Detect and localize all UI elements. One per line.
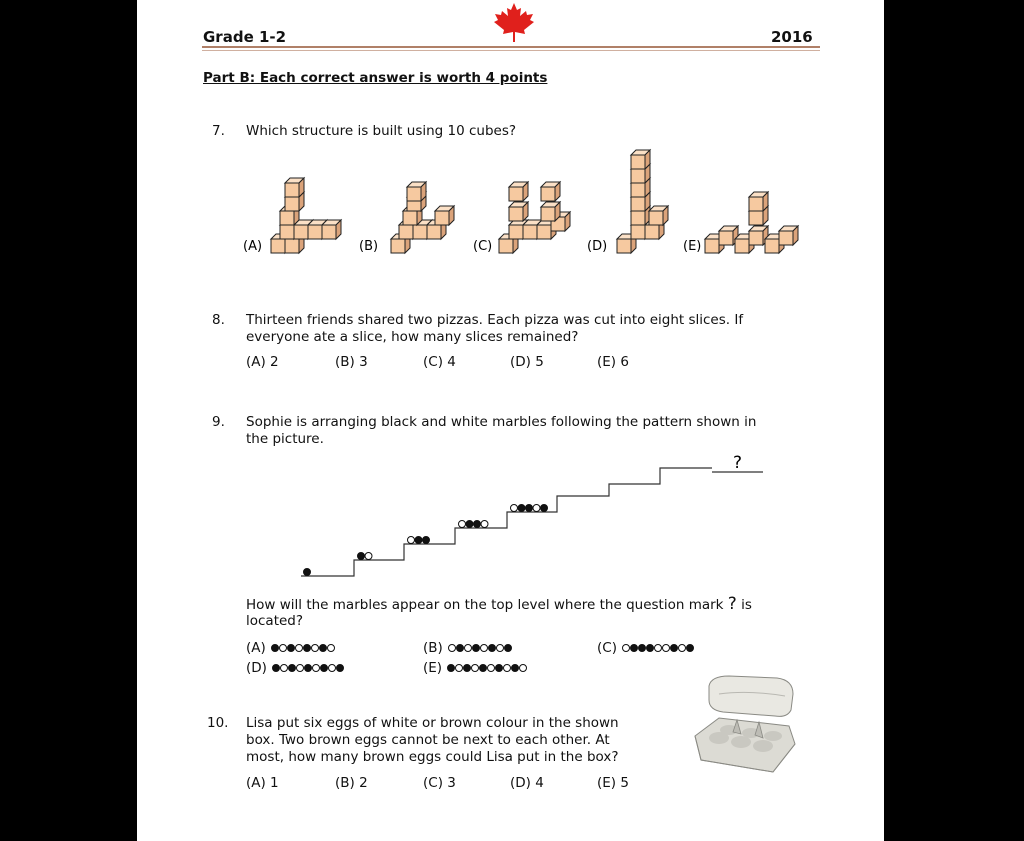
q9-line2: the picture.: [246, 431, 324, 447]
q9-number: 9.: [212, 414, 225, 430]
q10-line2: box. Two brown eggs cannot be next to each other. At: [246, 732, 610, 748]
white-marble: [520, 665, 527, 672]
white-marble: [663, 645, 670, 652]
q7-label-d: (D): [587, 239, 608, 254]
white-marble: [329, 665, 336, 672]
black-marble: [541, 505, 548, 512]
q8-option-d: (D) 5: [510, 354, 544, 370]
white-marble: [281, 665, 288, 672]
q9-option-e: [423, 660, 536, 676]
stair-marbles: [304, 505, 548, 576]
q10-option-d: (D) 4: [510, 775, 544, 791]
white-marble: [449, 645, 456, 652]
header-rule: [202, 46, 820, 48]
black-marble: [337, 665, 344, 672]
maple-leaf-icon: [491, 0, 537, 44]
black-marble: [474, 521, 481, 528]
black-marble: [505, 645, 512, 652]
structure-b: [391, 182, 454, 253]
q9-follow-text: How will the marbles appear on the top level where the question mark: [246, 597, 724, 613]
q10-option-c: (C) 3: [423, 775, 456, 791]
structure-c: [499, 182, 570, 253]
q8-number: 8.: [212, 312, 225, 328]
black-marble: [423, 537, 430, 544]
q7-text: Which structure is built using 10 cubes?: [246, 123, 517, 139]
structure-a: [271, 178, 341, 253]
black-marble: [480, 665, 487, 672]
black-marble: [526, 505, 533, 512]
white-marble: [313, 665, 320, 672]
q7-label-a: (A): [243, 239, 263, 254]
black-marble: [466, 521, 473, 528]
black-marble: [647, 645, 654, 652]
black-marble: [320, 645, 327, 652]
q10-option-b: (B) 2: [335, 775, 368, 791]
black-marble: [305, 665, 312, 672]
q8-line2: everyone ate a slice, how many slices remained?: [246, 329, 579, 345]
black-marble: [687, 645, 694, 652]
q9-option-d: [246, 660, 351, 676]
white-marble: [408, 537, 415, 544]
q7-label-c: (C): [473, 239, 493, 254]
q10-number: 10.: [207, 715, 229, 731]
white-marble: [623, 645, 630, 652]
black-marble: [639, 645, 646, 652]
black-marble: [631, 645, 638, 652]
black-marble: [273, 665, 280, 672]
q9-option-a-label: (A): [246, 640, 266, 656]
white-marble: [679, 645, 686, 652]
q9-option-d-marbles: [271, 663, 351, 673]
q9-follow-line1: [246, 596, 752, 614]
white-marble: [456, 665, 463, 672]
q9-question-mark: ?: [733, 453, 743, 473]
black-marble: [671, 645, 678, 652]
white-marble: [511, 505, 518, 512]
black-marble: [321, 665, 328, 672]
q10-option-e: (E) 5: [597, 775, 629, 791]
white-marble: [280, 645, 287, 652]
black-marble: [358, 553, 365, 560]
q8-option-c: (C) 4: [423, 354, 456, 370]
white-marble: [365, 553, 372, 560]
black-marble: [448, 665, 455, 672]
black-marble: [464, 665, 471, 672]
year-label: 2016: [771, 28, 813, 46]
structure-e: [705, 192, 798, 253]
white-marble: [533, 505, 540, 512]
q9-option-b-marbles: [447, 643, 527, 653]
q8-option-b: (B) 3: [335, 354, 368, 370]
q7-cube-figures: [237, 140, 817, 265]
q9-option-b: [423, 640, 527, 656]
black-marble: [496, 665, 503, 672]
white-marble: [497, 645, 504, 652]
black-marble: [473, 645, 480, 652]
q9-option-a: [246, 640, 350, 656]
q9-follow-mark: ?: [727, 594, 737, 614]
black-marble: [518, 505, 525, 512]
white-marble: [481, 521, 488, 528]
q9-option-b-label: (B): [423, 640, 443, 656]
q9-option-e-label: (E): [423, 660, 443, 676]
black-marble: [512, 665, 519, 672]
q10-line1: Lisa put six eggs of white or brown colour in the shown: [246, 715, 619, 731]
white-marble: [297, 665, 304, 672]
white-marble: [655, 645, 662, 652]
q9-option-e-marbles: [446, 663, 536, 673]
q9-staircase: [287, 448, 777, 583]
black-marble: [288, 645, 295, 652]
q8-line1: Thirteen friends shared two pizzas. Each pizza was cut into eight slices. If: [246, 312, 744, 328]
white-marble: [481, 645, 488, 652]
q9-option-d-label: (D): [246, 660, 267, 676]
grade-label: Grade 1-2: [203, 28, 287, 46]
q7-label-e: (E): [683, 239, 702, 254]
black-marble: [489, 645, 496, 652]
header-rule-thin: [202, 50, 820, 51]
q10-option-a: (A) 1: [246, 775, 279, 791]
black-marble: [272, 645, 279, 652]
black-marble: [304, 645, 311, 652]
white-marble: [296, 645, 303, 652]
q7-number: 7.: [212, 123, 225, 139]
q9-option-c-label: (C): [597, 640, 617, 656]
white-marble: [328, 645, 335, 652]
worksheet-page: [137, 0, 884, 841]
black-marble: [304, 569, 311, 576]
q8-option-a: (A) 2: [246, 354, 279, 370]
q9-follow-is: is: [741, 597, 752, 613]
q8-option-e: (E) 6: [597, 354, 629, 370]
white-marble: [472, 665, 479, 672]
q9-option-a-marbles: [270, 643, 350, 653]
black-marble: [289, 665, 296, 672]
white-marble: [459, 521, 466, 528]
part-title: Part B: Each correct answer is worth 4 points: [203, 70, 548, 86]
egg-carton-icon: [689, 672, 799, 784]
q9-option-c: [597, 640, 701, 656]
white-marble: [465, 645, 472, 652]
q9-option-c-marbles: [621, 643, 701, 653]
white-marble: [488, 665, 495, 672]
structure-d: [617, 150, 668, 253]
black-marble: [457, 645, 464, 652]
q9-line1: Sophie is arranging black and white marbles following the pattern shown in: [246, 414, 757, 430]
white-marble: [504, 665, 511, 672]
white-marble: [312, 645, 319, 652]
q7-label-b: (B): [359, 239, 379, 254]
q10-line3: most, how many brown eggs could Lisa put in the box?: [246, 749, 619, 765]
black-marble: [415, 537, 422, 544]
q9-follow-line2: located?: [246, 613, 304, 629]
